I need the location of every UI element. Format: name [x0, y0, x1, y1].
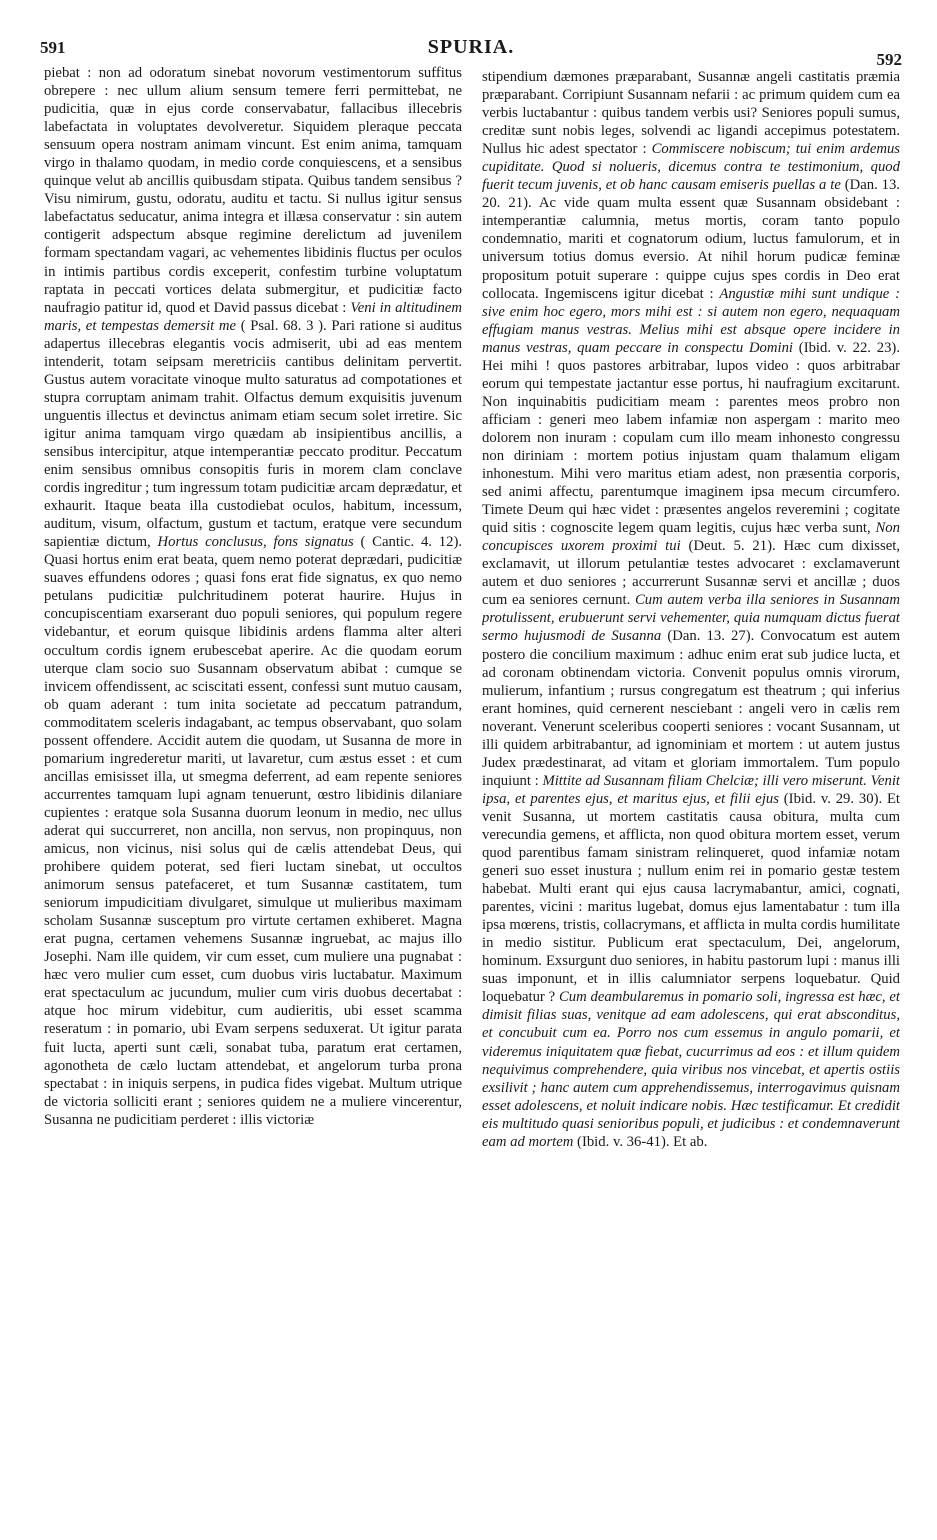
scripture-quote: Mittite ad Susannam filiam Chelciæ; illi vero miserunt. Venit ipsa, et parentes ejus, et maritus ejus, et filii ejus: [482, 772, 900, 807]
text-segment: ( Psal. 68. 3 ). Pari ratione si auditus adapertus illecebras elegantis vocis admiserit, ubi ad eas mentem intenderit, totam seipsam meretriciis cantibus delinitam pervertit. Gustus autem voracitate vinoque multo saturatus ad compotationes et stupra corruptam animam trahit. Olfactus demum exquisitis juvenum unguentis illectus et devinctus animam etiam secum solet irretire. Sic igitur anima tamquam virgo quædam ab insipientibus ancillis, a sensibus intercipitur, atque intemperantiæ peccato proditur. Peccatum enim sensibus omnibus consopitis furis in morem clam conclave cordis ingreditur ; tum ingressum totam pudicitiæ arcam deprædatur, et exhaurit. Itaque beata illa custodiebat oculos, habitum, incessum, auditum, visum, olfactum, gustum et tactum, eratque vere secundum sapientiæ dictum,: [44, 317, 462, 551]
scripture-quote: Cum deambularemus in pomario soli, ingressa est hæc, et dimisit filias suas, venitque ad eam adolescens, qui erat absconditus, et concubuit cum ea. Porro nos cum essemus in angulo pomarii, et videremus iniquitatem quæ fiebat, cucurrimus ad eos : et illum quidem nequivimus comprehendere, quia viribus nos vincebat, et apertis ostiis exsilivit ; hanc autem cum apprehendissemus, interrogavimus quisnam esset adolescens, et noluit indicare nobis. Hæc testificamur. Et credidit eis multitudo quasi senioribus populi, et judicibus : et condemnaverunt eam ad mortem: [482, 989, 900, 1150]
text-segment: (Ibid. v. 36-41). Et ab.: [573, 1133, 708, 1150]
right-column: [482, 68, 900, 1530]
text-segment: ( Cantic. 4. 12). Quasi hortus enim erat beata, quem nemo poterat deprædari, pudicitiæ suaves effundens odores ; quasi fons erat fide signatus, ex quo nemo petulans pudicitiæ pulchritudinem poterat haurire. Hujus in concupiscentiam exarserant duo populi seniores, qui populum regere videbantur, et eorum quisque libidinis ardens flamma alter alteri occultum cordis ignem erubescebat aperire. Ac die quodam eorum uterque clam socio suo Susannam observatum abibat : cumque se invicem offendissent, ac sciscitati essent, confessi sunt mutuo causam, ob quam aderant : tum inita societate ad peccatum patrandum, commoditatem sceleris indagabant, ac tempus observabant, quo solam possent offendere. Accidit autem die quodam, ut Susanna de more in pomarium ingrederetur mariti, ut lavaretur, cum æstus esset : et cum ancillas emisisset illa, ut smegma deferrent, ad eam repente seniores accurrentes tamquam lupi agnam tenuerunt, œstro libidinis dilaniare cupientes : eratque sola Susanna duorum leonum in medio, nec ullus aderat qui succurreret, non ancilla, non servus, non propinquus, non amicus, non vicinus, nisi solus qui de cælis attendebat Deus, qui prohibere quidem poterat, sed fieri luctam sinebat, ut occultos animorum sensus patefaceret, et tum Susannæ castitatem, tum seniorum impudicitiam divulgaret, simulque ut mulieribus maximam scholam Susannæ susceptum pro virtute certamen exhiberet. Magna erat pugna, certamen vehemens Susannæ ingruebat, ac majus illo Josephi. Nam ille quidem, vir cum esset, cum muliere una pugnabat : hæc vero mulier cum esset, cum duobus viris luctabatur. Maximum erat spectaculum ac jucundum, mulier cum viris duobus decertabat : atque hoc mirum videbitur, cum audieritis, ubi esset scamma reseratum : in pomario, ubi Evam serpens seduxerat. Ut igitur parata fuit lucta, aperti sunt cæli, sonabat tuba, paratum erat certamen, agonotheta de cælo luctam attendebat, et angelorum turba prona spectabat : in iniquis serpens, in pudica fides vigebat. Multum utrique de victoria solliciti erant ; seniores quidem ne a muliere vincerentur, Susanna ne pudicitiam perderet : illis victoriæ: [44, 534, 462, 1128]
scripture-quote: Commiscere nobiscum; tui enim ardemus cupiditate. Quod si nolueris, dicemus contra te testimonium, quod fuerit tecum juvenis, et ob hanc causam emiseris puellas a te: [482, 141, 900, 194]
running-title: SPURIA.: [427, 36, 515, 58]
right-column-text: [482, 68, 900, 1151]
text-segment: (Deut. 5. 21). Hæc cum dixisset, exclamavit, ut illorum petulantiæ testes advocaret : exclamaverunt autem et duo seniores ; accurrerunt Susannæ servi et ancillæ ; duos cum ea seniores cernunt.: [482, 538, 900, 609]
scripture-quote: Cum autem verba illa seniores in Susannam protulissent, erubuerunt servi vehementer, quia numquam dictus fuerat sermo hujusmodi de Susanna: [482, 592, 900, 645]
page-header: [40, 30, 902, 69]
page-number-right: 592: [876, 50, 902, 69]
left-column: [44, 64, 462, 1526]
scripture-quote: Angustiæ mihi sunt undique : sive enim hoc egero, mors mihi est : si autem non egero, nequaquam effugiam manus vestras. Melius mihi est absque opere incidere in manus vestras, quam peccare in conspectu Domini: [482, 285, 900, 356]
scripture-quote: Hortus conclusus, fons signatus: [157, 534, 354, 551]
text-segment: (Dan. 13. 20. 21). Ac vide quam multa essent quæ Susannam obsidebant : intemperantiæ calumnia, metus mortis, coram tanto populo condemnatio, mariti et cognatorum odium, luctus famulorum, et in universum totius domus eversio. At nihil horum pudicæ feminæ propositum potuit superare : quippe cujus spes cordis in Deo erat collocata. Ingemiscens igitur dicebat :: [482, 177, 900, 302]
text-segment: (Ibid. v. 22. 23). Hei mihi ! quos pastores arbitrabar, lupos video : quos arbitrabar eorum qui tempestate jactantur esse portus, hi naufragium excitarunt. Non inquinabitis pudicitiam meam : parentes meos probro non afficiam : generi meo labem infamiæ non aspergam : marito meo dolorem non inuram : copulam cum illo meam inhonesto congressu non diriniam : mortem potius injustam quam thalamum eligam inhonestum. Mihi vero maritus etiam adest, non præsentia corporis, sed animi affectu, parentumque imaginem ipsa mecum circumfero. Timete Deum qui hæc videt : præsentes angelos reveremini ; cogitate quid sitis : cognoscite legem quam legitis, cujus hæc verba sunt,: [482, 339, 900, 537]
scripture-quote: Veni in altitudinem maris, et tempestas demersit me: [44, 299, 462, 334]
text-segment: (Dan. 13. 27). Convocatum est autem postero die concilium maximum : adhuc enim erat sub judice lucta, et ad coronam obtinendam victoria. Convenit populus omnis virorum, mulierum, infantium ; rursus congregatum est theatrum ; qui inferius erant homines, quid cernerent nesciebant : angeli vero in cælis rem noverant. Venerunt sceleribus cooperti seniores : vocant Susannam, ut illi quidem arbitrabantur, ad ignominiam et mortem : ut autem justus Judex prædestinarat, ad vitam et gloriam immortalem. Tum populo inquiunt :: [482, 628, 900, 789]
text-segment: (Ibid. v. 29. 30). Et venit Susanna, ut mortem castitatis causa obitura, multa cum verecundia gemens, et afflicta, non quod obitura mortem esset, verum quod parentibus famam sinistram relinqueret, quod infamiæ notam generi suo esset inustura ; nullum enim rei in pomario gestæ testem habebat. Multi erant qui ejus causa lacrymabantur, amici, cognati, parentes, vicini : maritus lugebat, domus ejus lamentabatur : tum illa ipsa mœrens, tristis, collacrymans, et afflicta in multa cordis humilitate in medio sistitur. Publicum erat spectaculum, Dei, angelorum, hominum. Exsurgunt duo seniores, in habitu pastorum lupi : manus illi suas imponunt, et in illis calumniator serpens loquebatur. Quid loquebatur ?: [482, 790, 900, 1006]
scripture-quote: Non concupisces uxorem proximi tui: [482, 520, 900, 555]
text-segment: stipendium dæmones præparabant, Susannæ angeli castitatis præmia præparabant. Corripiunt Susannam nefarii : ac primum quidem cum ea verbis luctabantur : quibus tandem verbis usi? Seniores populi sumus, creditæ sunt nobis leges, solvendi ac ligandi accepimus potestatem. Nullus hic adest spectator :: [482, 69, 900, 158]
page-number-left: 591: [40, 38, 66, 57]
left-column-text: [44, 64, 462, 1129]
text-segment: piebat : non ad odoratum sinebat novorum vestimentorum suffitus obrepere : nec ullum alium sensum temere ferri permittebat, ne pudicitia, quæ in ejus corde conservabatur, fallacibus illecebris labefactata in voluptates devolveretur. Siquidem pleraque peccata sensuum opera nostram animam vincunt. Est enim anima, tamquam virgo in thalamo quodam, in medio corde conquiescens, et a sensibus quinque velut ab ancillis quibusdam stipata. Quibus tandem sensibus ? Visu nimirum, gustu, odoratu, auditu et tactu. Si nullus igitur sensus labefactatus seducatur, anima integra et illæsa conservatur : sin autem contigerit adspectum absque regimine derelictum ad juvenilem formam spectandam vagari, ac vehementes libidinis fluctus per oculos in intimis partibus cordis exceperit, confestim turbine voluptatum raptata in peccati vortices delata submergitur, et pudicitiæ facto naufragio patitur id, quod et David passus dicebat :: [44, 65, 462, 316]
